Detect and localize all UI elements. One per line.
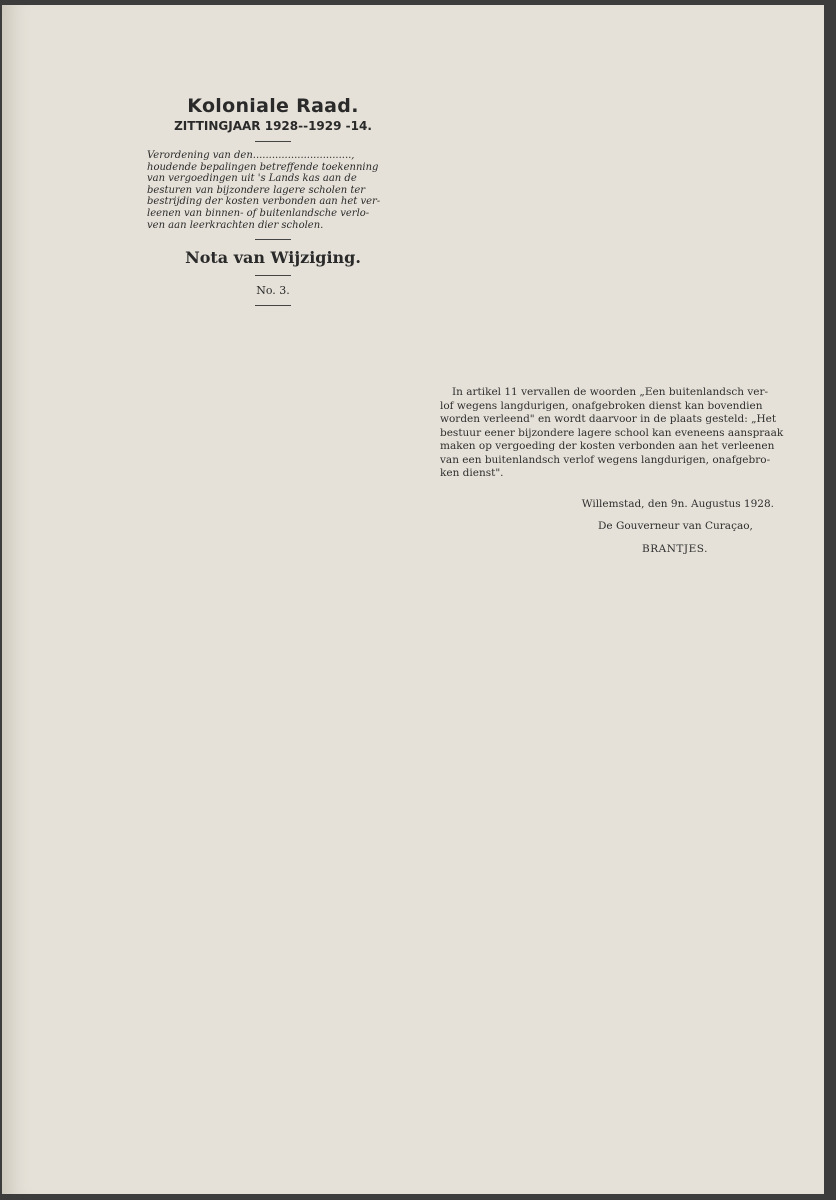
document-number: No. 3. (256, 284, 290, 298)
subject-line: ven aan leerkrachten dier scholen. (147, 219, 324, 231)
subject-line: bestrijding der kosten verbonden aan het ver- (147, 196, 381, 208)
body-line: worden verleend" en wordt daarvoor in de plaats gesteld: „Het (440, 413, 777, 425)
governor-title: De Gouverneur van Curaçao, (598, 520, 753, 532)
body-line: bestuur eener bijzondere lagere school kan eveneens aanspraak (440, 426, 784, 439)
body-line: lof wegens langdurigen, onafgebroken dienst kan bovendien (440, 399, 763, 412)
subject-line: van vergoedingen uit 's Lands kas aan de (147, 173, 357, 185)
subject-line: leenen van binnen- of buitenlandsche verlo- (147, 207, 370, 219)
body-line: van een buitenlandsch verlof wegens langdurigen, onafgebro- (440, 453, 771, 466)
subject-line: besturen van bijzondere lagere scholen ter (147, 184, 366, 196)
document-page (2, 5, 824, 1194)
divider (255, 239, 291, 240)
divider (255, 141, 291, 142)
subject-description (147, 150, 399, 231)
subject-line: Verordening van den..............................., (147, 150, 355, 161)
header-block (147, 95, 399, 314)
body-line: maken op vergoeding der kosten verbonden aan het verleenen (440, 440, 775, 452)
body-line: ken dienst". (440, 467, 504, 479)
council-title: Koloniale Raad. (187, 95, 359, 117)
place-date: Willemstad, den 9n. Augustus 1928. (581, 497, 774, 510)
body-line: In artikel 11 vervallen de woorden „Een buitenlandsch ver- (452, 386, 769, 398)
session-year: ZITTINGJAAR 1928--1929 -14. (174, 119, 372, 133)
signature-name: BRANTJES. (642, 542, 708, 555)
amendment-block (440, 386, 796, 556)
divider (255, 275, 291, 276)
divider (255, 305, 291, 306)
document-heading: Nota van Wijziging. (185, 248, 361, 268)
subject-line: houdende bepalingen betreffende toekenning (147, 161, 379, 173)
amendment-text (440, 386, 796, 481)
